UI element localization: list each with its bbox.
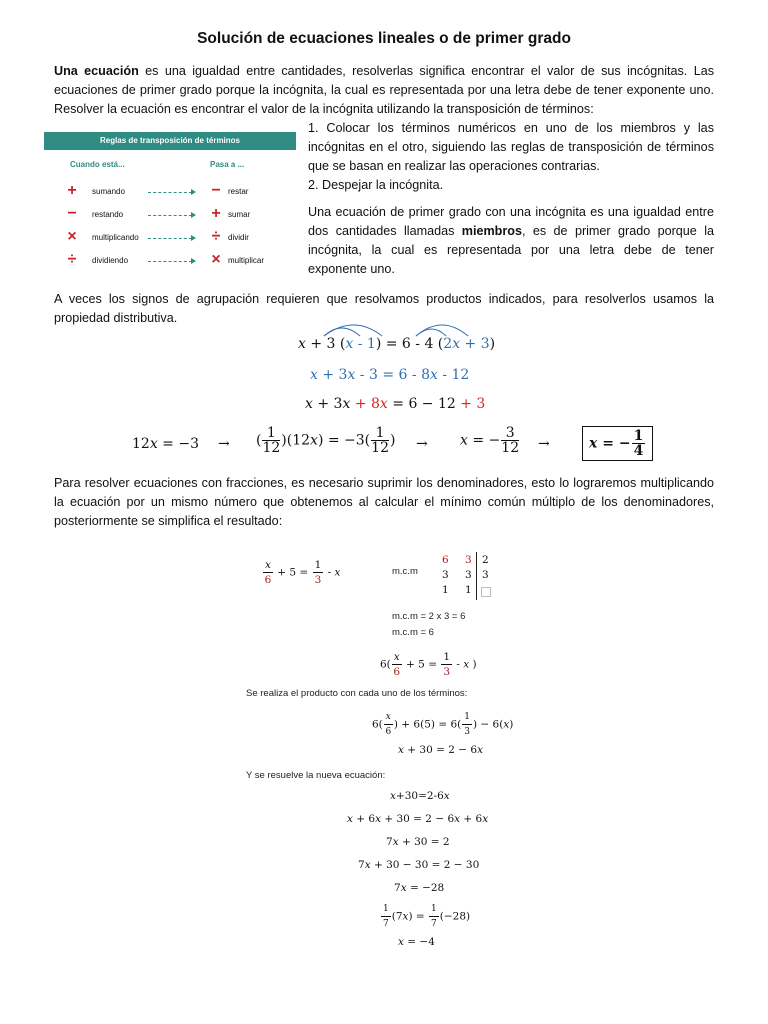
- steps-list: [308, 119, 714, 195]
- definition-paragraph: [308, 203, 714, 279]
- equation-3: x + 3x + 8x = 6 − 12 + 3: [305, 396, 486, 412]
- rule-label: multiplicar: [228, 256, 265, 265]
- minus-icon: −: [211, 182, 221, 199]
- definition-bold: miembros: [461, 224, 522, 238]
- solve-step-5: 7x = −28: [394, 882, 445, 894]
- solve-step-3: 7x + 30 = 2: [386, 836, 450, 848]
- mcm-line-2: m.c.m = 6: [392, 627, 434, 638]
- solve-step-4: 7x + 30 − 30 = 2 − 30: [358, 859, 480, 871]
- rule-row-dividiendo: [44, 251, 296, 273]
- mcm-divider: [476, 552, 477, 600]
- rules-table-header: Reglas de transposición de términos: [44, 132, 296, 150]
- rule-label: sumando: [92, 187, 125, 196]
- arrow-right-icon: →: [218, 436, 230, 452]
- multiplied-equation: 6( $\frac{x}{6}$ + 5 = $\frac{1}{3}$ - x ): [380, 651, 477, 678]
- rule-label: sumar: [228, 210, 251, 219]
- arrow-right-icon: →: [538, 436, 550, 452]
- step-2: 2. Despejar la incógnita.: [308, 178, 444, 192]
- simplified-equation: x + 30 = 2 − 6x: [398, 744, 483, 756]
- equation-1: x + 3 (x - 1) = 6 - 4 (2x + 3): [298, 336, 496, 352]
- solve-step-1: x+30=2-6x: [390, 790, 450, 802]
- step-1: 1. Colocar los términos numéricos en uno de los miembros y las incógnitas en el otro, siguiendo las reglas de transposición de términos que se basan en realizar las operaciones contrarias.: [308, 121, 714, 173]
- intro-paragraph: [54, 62, 714, 119]
- fraction-equation: $\frac{x}{6}$ + 5 = $\frac{1}{3}$ - x: [264, 559, 341, 586]
- product-note: Se realiza el producto con cada uno de los términos:: [246, 688, 468, 699]
- rule-label: restando: [92, 210, 124, 219]
- solve-note: Y se resuelve la nueva ecuación:: [246, 770, 386, 781]
- transposition-rules-table: [44, 132, 296, 284]
- mcm-line-1: m.c.m = 2 x 3 = 6: [392, 611, 466, 622]
- mcm-cell: 6: [442, 554, 449, 566]
- rule-label: restar: [228, 187, 249, 196]
- mcm-cell: 3: [465, 569, 472, 581]
- rule-row-multiplicando: [44, 228, 296, 250]
- equation-4: 12x = −3 → ( $\frac{1}{12}$ )(12x) = −3( $\frac{1}{12}$ ) → x = − $\frac{3}{12}$ → x = − $\frac{1}{4}$: [132, 424, 652, 468]
- arrow-right-icon: [148, 261, 192, 262]
- mcm-label: m.c.m: [392, 566, 418, 577]
- rule-row-sumando: [44, 182, 296, 204]
- empty-box-icon: [481, 587, 491, 597]
- mcm-cell: 3: [482, 569, 489, 581]
- intro-text: es una igualdad entre cantidades, resolverlas significa encontrar el valor de sus incógnitas. Las ecuaciones de primer grado porque la incógnita, la cual es representada por una letra debe de tener exponente uno. Resolver la ecuación es encontrar el valor de la incógnita utilizando la transposición de términos:: [54, 64, 714, 116]
- rule-label: dividiendo: [92, 256, 129, 265]
- mcm-cell: 3: [442, 569, 449, 581]
- solve-step-6: $\frac{1}{7}$ (7x) = $\frac{1}{7}$ (−28): [383, 904, 471, 929]
- arrow-right-icon: →: [416, 436, 428, 452]
- rules-col-left: Cuando está...: [70, 160, 125, 169]
- times-icon: ×: [67, 228, 77, 245]
- result-box: x = − $\frac{1}{4}$: [582, 426, 653, 461]
- definition-text-2: , es de primer grado porque la incógnita, la cual es representada por una letra debe de tener exponente uno.: [308, 224, 714, 276]
- mcm-cell: 1: [442, 584, 449, 596]
- rule-label: multiplicando: [92, 233, 139, 242]
- solve-result: x = −4: [398, 936, 435, 948]
- grouping-paragraph: A veces los signos de agrupación requieren que resolvamos productos indicados, para resolverlos usamos la propiedad distributiva.: [54, 292, 714, 325]
- solve-step-2: x + 6x + 30 = 2 − 6x + 6x: [347, 813, 489, 825]
- arrow-right-icon: [148, 215, 192, 216]
- product-equation: 6( $\frac{x}{6}$ ) + 6(5) = 6( $\frac{1}{3}$ ) − 6(x): [372, 712, 514, 737]
- divide-icon: ÷: [211, 228, 221, 245]
- mcm-cell: 2: [482, 554, 489, 566]
- mcm-cell: 1: [465, 584, 472, 596]
- rule-row-restando: [44, 205, 296, 227]
- arrow-right-icon: [148, 192, 192, 193]
- minus-icon: −: [67, 205, 77, 222]
- fractions-paragraph: Para resolver ecuaciones con fracciones, es necesario suprimir los denominadores, esto lo lograremos multiplicando la ecuación por un mismo número que obtenemos al calcular el mínimo común múltiplo de los denominadores, posteriormente se simplifica el resultado:: [54, 476, 714, 528]
- definition-text-1: Una ecuación de primer grado con una incógnita es una igualdad entre dos cantidades llamadas: [308, 205, 714, 238]
- mcm-cell: 3: [465, 554, 472, 566]
- rule-label: dividir: [228, 233, 249, 242]
- times-icon: ×: [211, 251, 221, 268]
- plus-icon: +: [67, 182, 77, 199]
- plus-icon: +: [211, 205, 221, 222]
- mcm-grid: [438, 554, 498, 602]
- divide-icon: ÷: [67, 251, 77, 268]
- page-title: Solución de ecuaciones lineales o de primer grado: [197, 30, 571, 47]
- equation-2: x + 3x - 3 = 6 - 8x - 12: [310, 367, 470, 383]
- rules-col-right: Pasa a ...: [210, 160, 245, 169]
- intro-bold: Una ecuación: [54, 64, 139, 78]
- arrow-right-icon: [148, 238, 192, 239]
